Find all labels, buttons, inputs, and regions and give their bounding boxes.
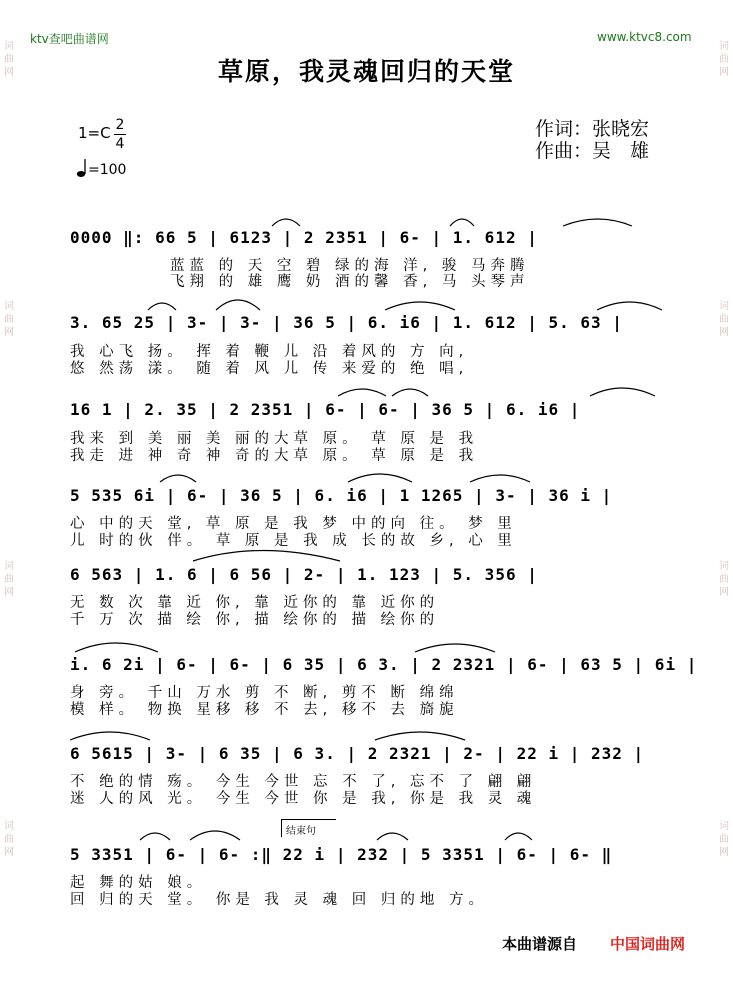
lyric-line-8a: 起 舞的姑 娘。 bbox=[70, 875, 207, 891]
lyric-line-2a: 我 心飞 扬。 挥 着 鞭 儿 沿 着风的 方 向, bbox=[70, 344, 469, 360]
lyric-line-4b: 儿 时的伙 伴。 草 原 是 我 成 长的故 乡, 心 里 bbox=[70, 533, 517, 549]
site-link-left[interactable]: ktv查吧曲谱网 bbox=[30, 32, 109, 46]
lyric-line-5a: 无 数 次 靠 近 你, 靠 近你的 靠 近你的 bbox=[70, 595, 440, 611]
slur-2 bbox=[450, 219, 474, 226]
lyric-line-6b: 模 样。 物换 星移 移 不 去, 移不 去 旖旎 bbox=[70, 702, 459, 718]
notation-line-6: i. 6 2i | 6- | 6- | 6 35 | 6 3. | 2 2321 | 6- | 63 5 | 6i | bbox=[70, 655, 698, 674]
slur-20 bbox=[190, 831, 240, 840]
key-signature: 1=C bbox=[78, 124, 111, 142]
slur-4 bbox=[148, 303, 176, 310]
watermark-left-1: 词曲网 bbox=[4, 41, 14, 78]
slur-16 bbox=[415, 644, 495, 652]
notation-line-5: 6 563 | 1. 6 | 6 56 | 2- | 1. 123 | 5. 356 | bbox=[70, 565, 538, 584]
time-bottom: 4 bbox=[115, 136, 125, 152]
lyric-line-6a: 身 旁。 千山 万水 剪 不 断, 剪不 断 绵绵 bbox=[70, 685, 459, 701]
slur-1 bbox=[272, 219, 300, 226]
lyric-line-2b: 悠 然荡 漾。 随 着 风 儿 传 来爱的 绝 唱, bbox=[70, 361, 469, 377]
slur-19 bbox=[140, 833, 170, 840]
lyric-line-7b: 迷 人的风 光。 今生 今世 你 是 我, 你是 我 灵 魂 bbox=[70, 791, 537, 807]
composer: 作曲：吴 雄 bbox=[535, 140, 650, 162]
notation-line-2: 3. 65 25 | 3- | 3- | 36 5 | 6. i6 | 1. 612 | 5. 63 | bbox=[70, 313, 623, 332]
lyric-line-5b: 千 万 次 描 绘 你, 描 绘你的 描 绘你的 bbox=[70, 612, 440, 628]
source-site-link[interactable]: 中国词曲网 bbox=[610, 935, 686, 953]
slur-6 bbox=[385, 302, 455, 310]
watermark-right-4: 词曲网 bbox=[719, 821, 729, 858]
slur-13 bbox=[470, 475, 530, 482]
slur-12 bbox=[348, 474, 412, 482]
watermark-left-2: 词曲网 bbox=[4, 301, 14, 338]
slur-9 bbox=[392, 389, 428, 396]
lyric-line-7a: 不 绝的情 殇。 今生 今世 忘 不 了, 忘不 了 翩 翩 bbox=[70, 774, 537, 790]
slur-14 bbox=[193, 551, 340, 562]
slur-7 bbox=[597, 302, 662, 310]
slur-11 bbox=[160, 475, 196, 482]
slur-5 bbox=[216, 300, 260, 310]
lyric-line-8b: 回 归的天 堂。 你是 我 灵 魂 回 归的地 方。 bbox=[70, 892, 488, 908]
slur-17 bbox=[70, 732, 150, 740]
source-label: 本曲谱源自 bbox=[502, 935, 578, 953]
watermark-left-3: 词曲网 bbox=[4, 561, 14, 598]
slur-15 bbox=[75, 643, 158, 652]
ending-label: 结束句 bbox=[281, 819, 336, 837]
lyric-line-3b: 我走 进 神 奇 神 奇的大草 原。 草 原 是 我 bbox=[70, 448, 479, 464]
site-link-right[interactable]: www.ktvc8.com bbox=[597, 30, 692, 44]
notation-line-3: 16 1 | 2. 35 | 2 2351 | 6- | 6- | 36 5 | 6. i6 | bbox=[70, 400, 581, 419]
watermark-left-4: 词曲网 bbox=[4, 821, 14, 858]
time-top: 2 bbox=[115, 117, 125, 133]
notation-line-8: 5 3351 | 6- | 6- :‖ 22 i | 232 | 5 3351 | 6- | 6- ‖ bbox=[70, 845, 613, 864]
watermark-right-2: 词曲网 bbox=[719, 301, 729, 338]
lyric-line-1b: 飞翔 的 雄 鹰 奶 酒的馨 香, 马 头琴声 bbox=[170, 274, 530, 290]
slur-18 bbox=[375, 732, 465, 740]
slur-22 bbox=[505, 833, 532, 840]
notation-line-1: 0000 ‖: 66 5 | 6123 | 2 2351 | 6- | 1. 612 | bbox=[70, 228, 538, 247]
lyricist: 作词：张晓宏 bbox=[535, 118, 650, 140]
slur-21 bbox=[377, 833, 408, 840]
slur-8 bbox=[338, 389, 386, 396]
lyric-line-3a: 我来 到 美 丽 美 丽的大草 原。 草 原 是 我 bbox=[70, 431, 479, 447]
lyric-line-4a: 心 中的天 堂, 草 原 是 我 梦 中的向 往。 梦 里 bbox=[70, 516, 517, 532]
slur-10 bbox=[590, 388, 655, 396]
notation-line-7: 6 5615 | 3- | 6 35 | 6 3. | 2 2321 | 2- | 22 i | 232 | bbox=[70, 744, 645, 763]
tempo-value: =100 bbox=[88, 162, 127, 178]
watermark-right-1: 词曲网 bbox=[719, 41, 729, 78]
lyric-line-1a: 蓝蓝 的 天 空 碧 绿的海 洋, 骏 马奔腾 bbox=[170, 258, 530, 274]
song-title: 草原，我灵魂回归的天堂 bbox=[217, 57, 515, 86]
notation-line-4: 5 535 6i | 6- | 36 5 | 6. i6 | 1 1265 | 3- | 36 i | bbox=[70, 486, 613, 505]
watermark-right-3: 词曲网 bbox=[719, 561, 729, 598]
slur-3 bbox=[563, 219, 632, 226]
